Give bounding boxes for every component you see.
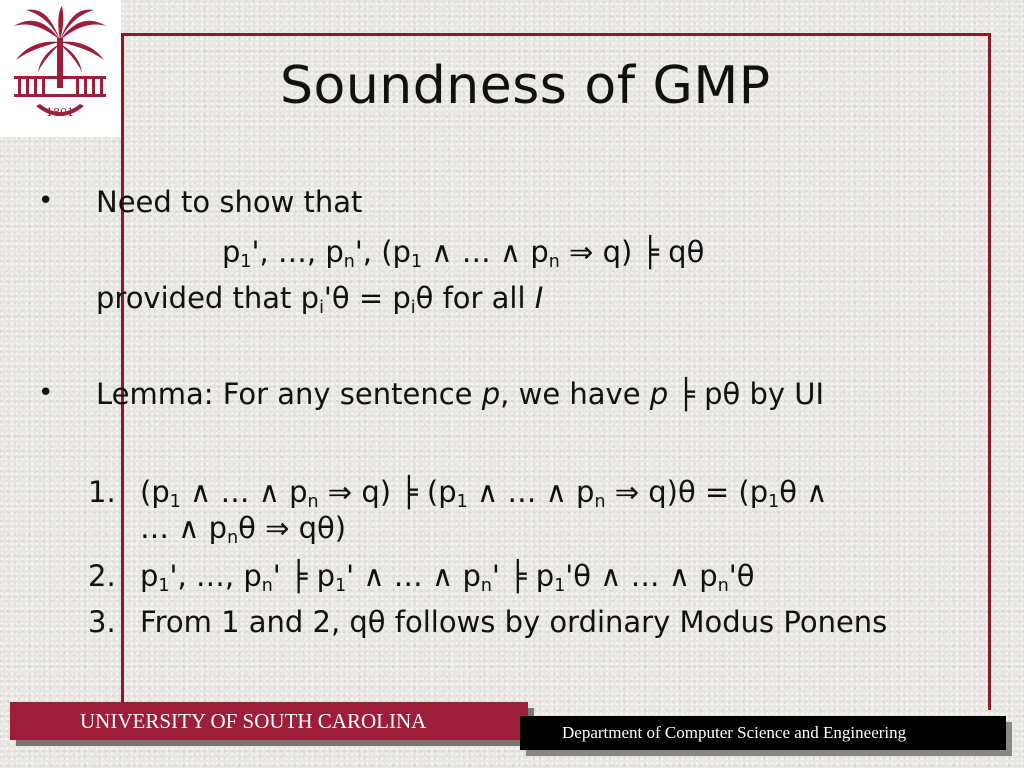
slide-title: Soundness of GMP (280, 56, 771, 116)
step-1-line-1: ($p_1$ ∧ … ∧ $p_n$ ⇒ q) ╞ ($p_1$ ∧ … ∧ $p_n$ ⇒ $q)\theta = (p_1\theta$ ∧ (140, 475, 828, 513)
logo-year: 1801 (46, 106, 74, 119)
bullet1-proviso: provided that $p_i'\theta = p_i\theta$ for all I (96, 281, 544, 319)
bullet-marker-1: • (38, 186, 54, 216)
frame-top-line (121, 33, 991, 36)
palmetto-tree-icon (6, 6, 114, 130)
university-footer-bar (10, 702, 528, 740)
bullet1-intro: Need to show that (96, 185, 363, 219)
university-name: UNIVERSITY OF SOUTH CAROLINA (80, 709, 427, 733)
step-1-number: 1. (88, 475, 116, 509)
frame-left-line (121, 33, 124, 710)
bullet-marker-2: • (38, 378, 54, 408)
step-3-number: 3. (88, 605, 116, 639)
bullet1-formula: $p_1'$, …, $p_n'$, ($p_1$ ∧ … ∧ $p_n$ ⇒ q) ╞ qθ (222, 235, 705, 273)
step-2-number: 2. (88, 559, 116, 593)
department-name: Department of Computer Science and Engineering (562, 723, 907, 742)
frame-right-line (988, 33, 991, 710)
department-footer-bar (520, 716, 1006, 750)
step-3-text: From 1 and 2, qθ follows by ordinary Modus Ponens (140, 605, 888, 639)
bullet2-lemma: Lemma: For any sentence p, we have p ╞ pθ by UI (96, 377, 825, 411)
step-2-text: $p_1'$, …, $p_n'$ ╞ $p_1'$ ∧ … ∧ $p_n'$ ╞ $p_1'\theta$ ∧ … ∧ $p_n'\theta$ (140, 559, 755, 597)
usc-logo (0, 0, 121, 137)
step-1-line-2: … ∧ $p_n\theta$ ⇒ qθ) (140, 511, 347, 549)
